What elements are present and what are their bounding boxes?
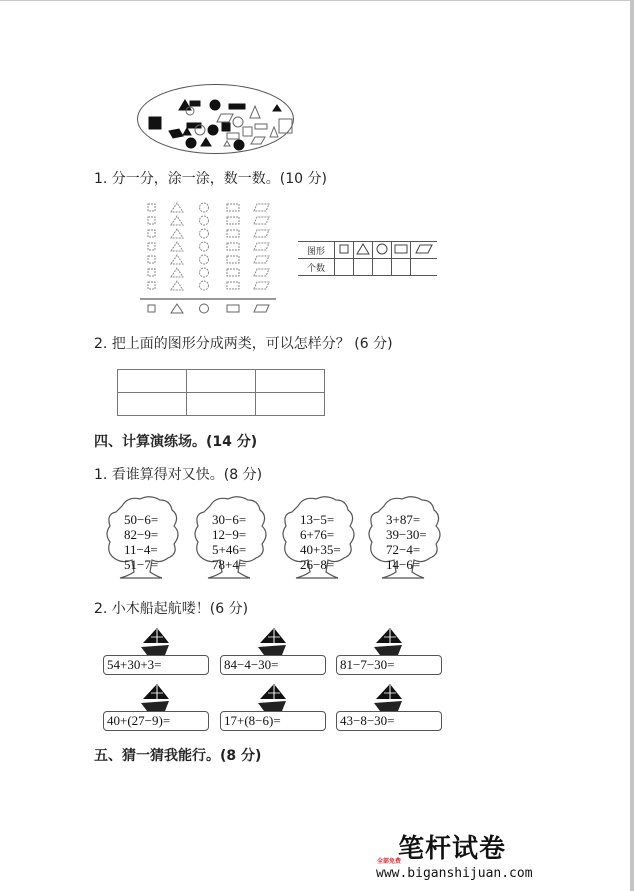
q-quick-calc-title: 1. 看谁算得对又快。(8 分) bbox=[94, 467, 263, 483]
rectangle-icon bbox=[392, 242, 411, 259]
tree-equations bbox=[124, 512, 158, 572]
equation: 26−8= bbox=[300, 557, 335, 572]
boat-item-1 bbox=[103, 627, 213, 677]
sailboat-icon bbox=[256, 683, 288, 713]
boat-equation: 17+(8−6)= bbox=[220, 711, 326, 731]
shape-count-table bbox=[298, 241, 437, 276]
count-cell[interactable] bbox=[411, 259, 438, 276]
boat-equation: 40+(27−9)= bbox=[103, 711, 209, 731]
answer-cell[interactable] bbox=[256, 393, 325, 416]
equation: 6+76= bbox=[300, 527, 335, 542]
equation: 39−30= bbox=[386, 527, 427, 542]
equation: 72−4= bbox=[386, 542, 421, 557]
count-cell[interactable] bbox=[335, 259, 354, 276]
scrollbar[interactable] bbox=[630, 0, 634, 891]
boat-item-3 bbox=[336, 627, 446, 677]
q-classify-count-title: 1. 分一分，涂一涂，数一数。(10 分) bbox=[94, 171, 327, 187]
equation: 51−7= bbox=[124, 557, 159, 572]
parallelogram-icon bbox=[411, 242, 438, 259]
boat-equation: 54+30+3= bbox=[103, 655, 209, 675]
sailboat-icon bbox=[256, 627, 288, 657]
equation: 14−6= bbox=[386, 557, 421, 572]
mixed-shapes-illustration bbox=[137, 84, 294, 154]
equation: 82−9= bbox=[124, 527, 159, 542]
tree-equations bbox=[386, 512, 427, 572]
tree-card-4 bbox=[366, 494, 444, 582]
count-cell[interactable] bbox=[373, 259, 392, 276]
boat-equation: 84−4−30= bbox=[220, 655, 326, 675]
answer-cell[interactable] bbox=[118, 393, 187, 416]
tree-card-2 bbox=[192, 494, 270, 582]
section4-title: 四、计算演练场。(14 分) bbox=[94, 434, 258, 450]
boat-item-2 bbox=[220, 627, 330, 677]
sailboat-icon bbox=[139, 627, 171, 657]
equation: 78+4= bbox=[212, 557, 247, 572]
count-cell[interactable] bbox=[392, 259, 411, 276]
boat-equation: 81−7−30= bbox=[336, 655, 442, 675]
tree-card-1 bbox=[104, 494, 182, 582]
watermark-url[interactable]: www.biganshijuan.com bbox=[376, 866, 533, 881]
count-cell[interactable] bbox=[354, 259, 373, 276]
answer-cell[interactable] bbox=[187, 370, 256, 393]
sailboat-icon bbox=[139, 683, 171, 713]
row-label-shape: 图形 bbox=[298, 242, 335, 259]
tree-equations bbox=[212, 512, 246, 572]
equation: 40+35= bbox=[300, 542, 341, 557]
equation: 50−6= bbox=[124, 512, 159, 527]
equation: 5+46= bbox=[212, 542, 247, 557]
q-categorize-title: 2. 把上面的图形分成两类，可以怎样分？ (6 分) bbox=[94, 336, 393, 352]
tree-equations bbox=[300, 512, 341, 572]
answer-cell[interactable] bbox=[187, 393, 256, 416]
boat-item-4 bbox=[103, 683, 213, 733]
equation: 13−5= bbox=[300, 512, 335, 527]
categorize-answer-grid bbox=[117, 369, 325, 416]
q-boat-title: 2. 小木船起航喽！(6 分) bbox=[94, 601, 249, 617]
section5-title: 五、猜一猜我能行。(8 分) bbox=[94, 748, 262, 764]
answer-cell[interactable] bbox=[256, 370, 325, 393]
watermark-logo: 笔杆试卷 bbox=[398, 834, 507, 864]
boat-item-6 bbox=[336, 683, 446, 733]
equation: 3+87= bbox=[386, 512, 421, 527]
sailboat-icon bbox=[372, 683, 404, 713]
boat-equation: 43−8−30= bbox=[336, 711, 442, 731]
shape-count-chart bbox=[140, 200, 280, 320]
equation: 30−6= bbox=[212, 512, 247, 527]
row-label-count: 个数 bbox=[298, 259, 335, 276]
boat-item-5 bbox=[220, 683, 330, 733]
watermark-tag: 全部免费 bbox=[377, 858, 402, 865]
page-top-border bbox=[0, 0, 630, 1]
equation: 11−4= bbox=[124, 542, 158, 557]
answer-cell[interactable] bbox=[118, 370, 187, 393]
sailboat-icon bbox=[372, 627, 404, 657]
tree-card-3 bbox=[280, 494, 358, 582]
triangle-icon bbox=[354, 242, 373, 259]
equation: 12−9= bbox=[212, 527, 247, 542]
square-icon bbox=[335, 242, 354, 259]
circle-icon bbox=[373, 242, 392, 259]
